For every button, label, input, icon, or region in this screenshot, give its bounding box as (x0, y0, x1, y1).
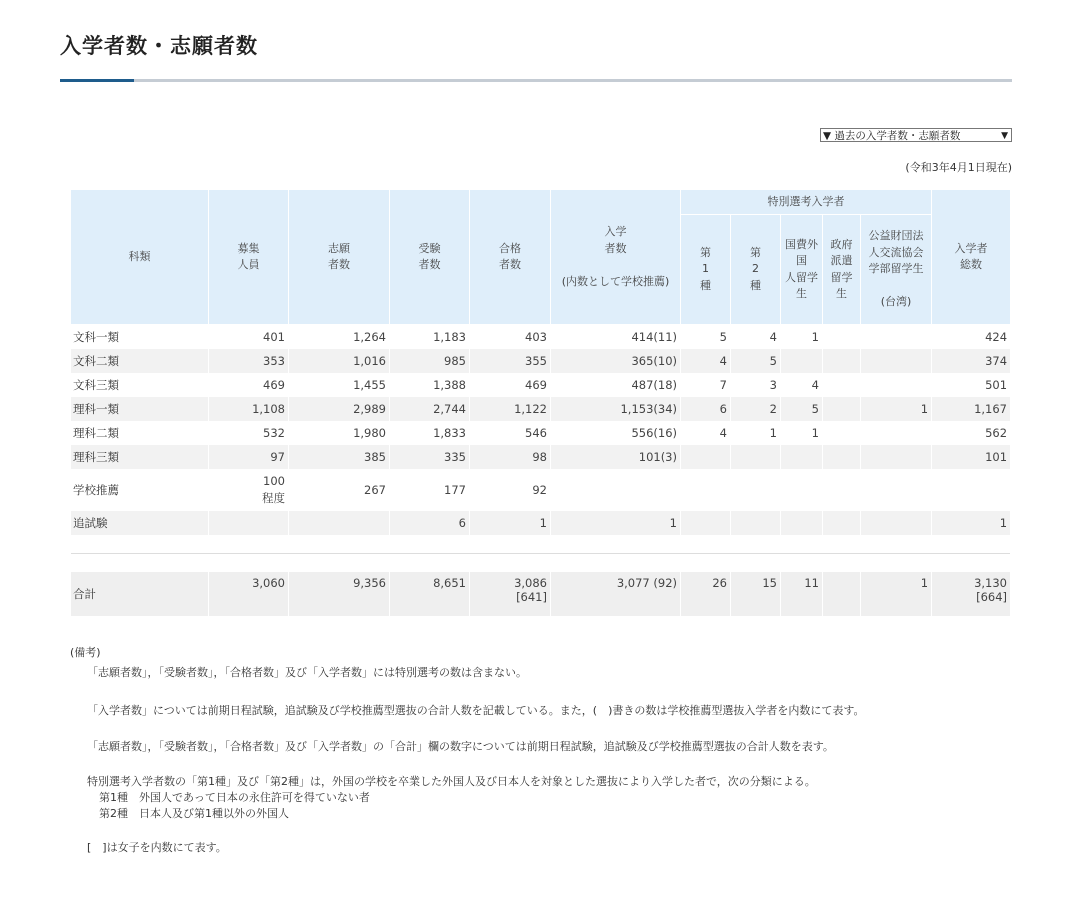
admissions-table (70, 189, 1011, 616)
note-2: 「入学者数」については前期日程試験，追試験及び学校推薦型選抜の合計人数を記載している。また，( )書きの数は学校推薦型選抜入学者を内数にて表す。 (87, 703, 865, 717)
note-4-type2: 第2種 日本人及び第1種以外の外国人 (99, 806, 289, 820)
table-row: 文科一類 401 1,264 1,183 403 414(11) 5 4 1 424 (71, 325, 1011, 350)
header-type2: 第 2 種 (731, 215, 781, 325)
notes-heading: (備考) (70, 646, 101, 659)
header-total-enrolled: 入学者 総数 (932, 190, 1011, 325)
header-quota: 募集 人員 (209, 190, 289, 325)
header-gov-dispatch: 政府 派遣 留学 生 (823, 215, 861, 325)
table-row: 理科三類 97 385 335 98 101(3) 101 (71, 445, 1011, 469)
past-select-label: 過去の入学者数・志願者数 (834, 130, 961, 142)
table-row: 理科二類 532 1,980 1,833 546 556(16) 4 1 1 562 (71, 421, 1011, 445)
table-row: 文科三類 469 1,455 1,388 469 487(18) 7 3 4 501 (71, 373, 1011, 397)
table-row-total: 合計 3,060 9,356 8,651 3,086 [641] 3,077 (92) 26 15 11 1 3,130 [664] (71, 572, 1011, 616)
header-type1: 第 1 種 (681, 215, 731, 325)
table-row-school-recommendation: 学校推薦 100 程度 267 177 92 (71, 469, 1011, 511)
notes-section (70, 645, 1010, 856)
header-applicants: 志願 者数 (289, 190, 390, 325)
header-examinees: 受験 者数 (390, 190, 470, 325)
past-data-select[interactable]: ▼ 過去の入学者数・志願者数 ▼ (820, 128, 1012, 142)
title-underline-accent (60, 79, 134, 82)
header-category: 科類 (71, 190, 209, 325)
header-passed: 合格 者数 (470, 190, 551, 325)
select-arrow-icon: ▼ (1001, 131, 1008, 141)
header-foundation: 公益財団法 人交流協会 学部留学生 (台湾) (861, 215, 932, 325)
note-3: 「志願者数」，「受験者数」，「合格者数」及び「入学者数」の「合計」欄の数字については前期日程試験，追試験及び学校推薦型選抜の合計人数を表す。 (87, 739, 834, 753)
header-special-group: 特別選考入学者 (681, 190, 932, 215)
header-gov-foreign: 国費外 国 人留学 生 (781, 215, 823, 325)
title-underline (60, 79, 1012, 82)
note-4: 特別選考入学者数の「第1種」及び「第2種」は，外国の学校を卒業した外国人及び日本人を対象とした選抜により入学した者で，次の分類による。 (87, 774, 816, 788)
page-title: 入学者数・志願者数 (60, 34, 258, 58)
note-1: 「志願者数」，「受験者数」，「合格者数」及び「入学者数」には特別選考の数は含まない。 (87, 665, 527, 679)
table-row: 理科一類 1,108 2,989 2,744 1,122 1,153(34) 6 2 5 1 1,167 (71, 397, 1011, 421)
table-row-makeup-exam: 追試験 6 1 1 1 (71, 511, 1011, 535)
note-4-type1: 第1種 外国人であって日本の永住許可を得ていない者 (99, 790, 370, 804)
as-of-date: (令和3年4月1日現在) (905, 161, 1012, 174)
note-5: [ ]は女子を内数にて表す。 (87, 840, 227, 854)
header-enrolled: 入学 者数 (内数として学校推薦) (551, 190, 681, 325)
table-row: 文科二類 353 1,016 985 355 365(10) 4 5 374 (71, 349, 1011, 373)
